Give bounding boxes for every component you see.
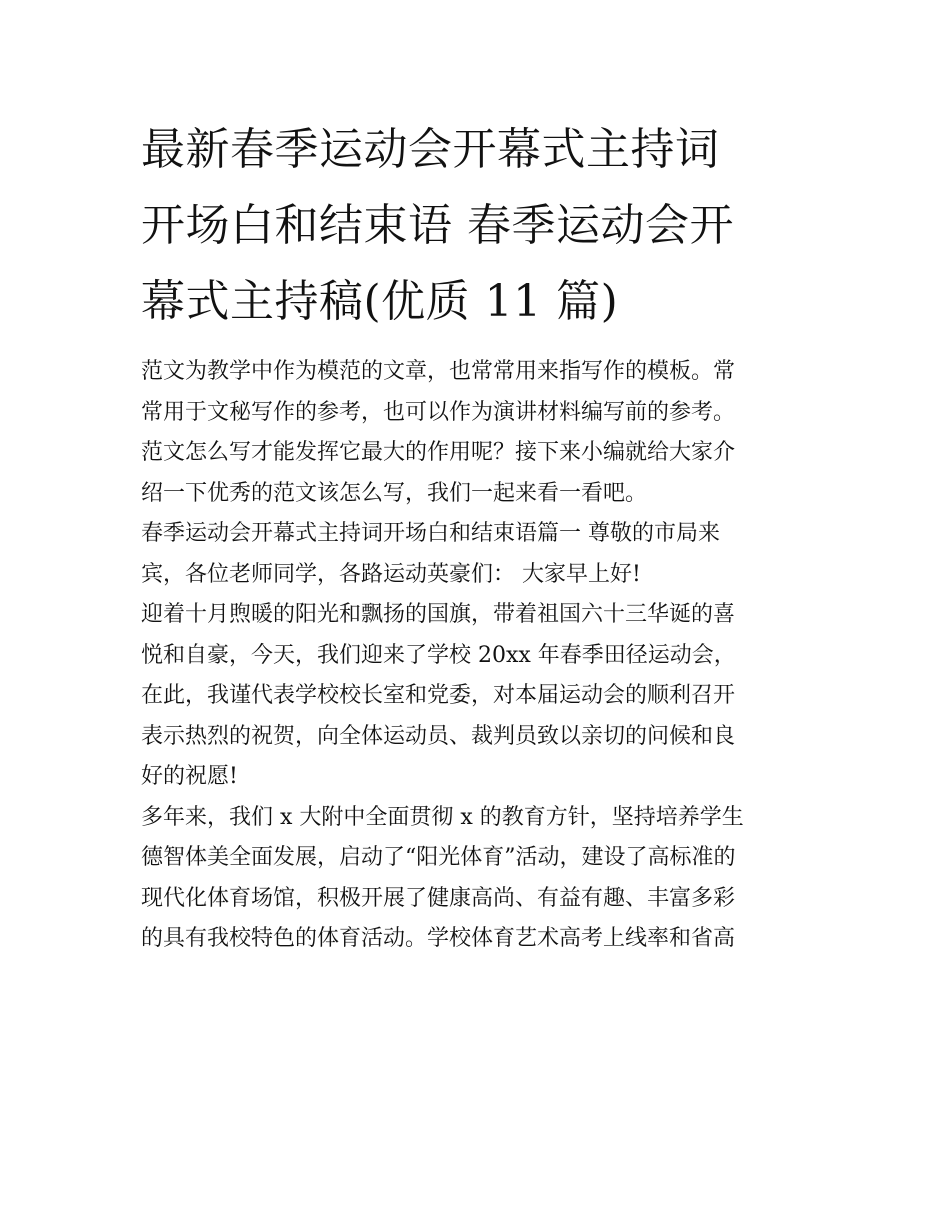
title-line: 最新春季运动会开幕式主持词 [141,124,720,175]
document-body [141,352,813,960]
paragraph-line: 好的祝愿! [141,764,238,789]
paragraph-line: 悦和自豪，今天，我们迎来了学校 20xx 年春季田径运动会， [141,642,736,668]
paragraph-line: 宾，各位老师同学，各路运动英豪们： 大家早上好! [141,561,641,587]
paragraph-line: 范文为教学中作为模范的文章，也常常用来指写作的模板。常 [141,359,736,384]
paragraph-line: 迎着十月煦暖的阳光和飘扬的国旗，带着祖国六十三华诞的喜 [141,602,736,627]
opening-paragraph [141,595,813,798]
paragraph-line: 在此，我谨代表学校校长室和党委，对本届运动会的顺利召开 [141,683,736,708]
greeting-paragraph [141,514,813,595]
title-line: 开场白和结束语 春季运动会开 [141,200,734,251]
title-line: 幕式主持稿(优质 11 篇) [141,276,619,327]
paragraph-line: 范文怎么写才能发挥它最大的作用呢？接下来小编就给大家介 [141,440,736,465]
paragraph-line: 的具有我校特色的体育活动。学校体育艺术高考上线率和省高 [141,926,736,951]
paragraph-line: 现代化体育场馆，积极开展了健康高尚、有益有趣、丰富多彩 [141,885,736,911]
paragraph-line: 春季运动会开幕式主持词开场白和结束语篇一 尊敬的市局来 [141,521,720,546]
history-paragraph [141,798,813,960]
document-page [141,112,813,960]
document-title [141,112,813,340]
intro-paragraph [141,352,813,514]
paragraph-line: 表示热烈的祝贺，向全体运动员、裁判员致以亲切的问候和良 [141,723,736,749]
paragraph-line: 德智体美全面发展，启动了“阳光体育”活动，建设了高标准的 [141,845,736,870]
paragraph-line: 多年来，我们 x 大附中全面贯彻 x 的教育方针，坚持培养学生 [141,804,744,830]
paragraph-line: 常用于文秘写作的参考，也可以作为演讲材料编写前的参考。 [141,399,736,425]
paragraph-line: 绍一下优秀的范文该怎么写，我们一起来看一看吧。 [141,480,648,506]
